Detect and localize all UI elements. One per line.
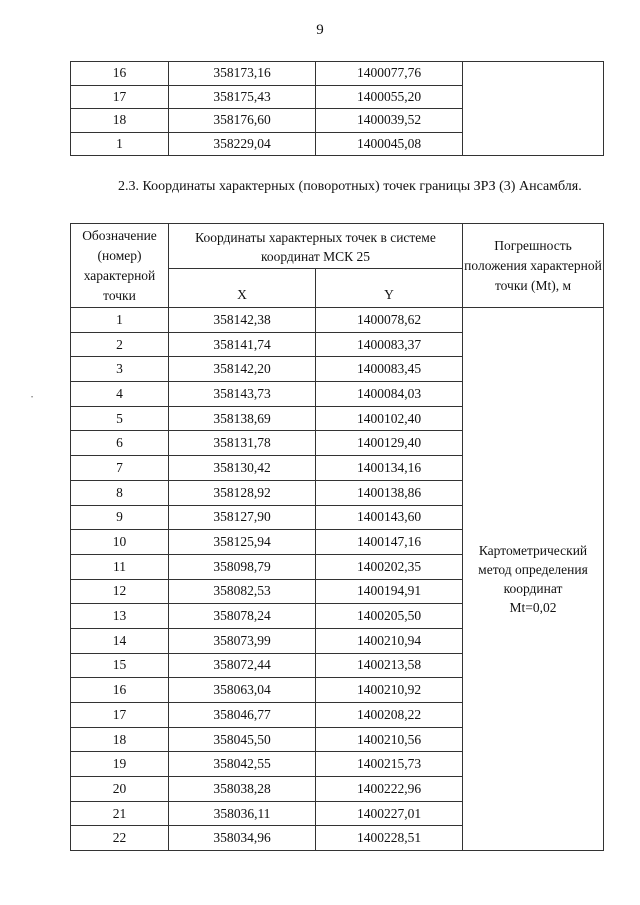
coord-x: 358128,92	[169, 480, 316, 505]
section-heading: 2.3. Координаты характерных (поворотных) точек границы ЗРЗ (3) Ансамбля.	[118, 179, 582, 194]
coord-y: 1400208,22	[316, 703, 463, 728]
coord-y: 1400228,51	[316, 826, 463, 851]
coord-x: 358142,38	[169, 308, 316, 333]
continuation-table	[70, 61, 604, 156]
point-number: 3	[71, 357, 169, 382]
point-number: 11	[71, 554, 169, 579]
coord-y: 1400227,01	[316, 801, 463, 826]
coord-y: 1400210,94	[316, 628, 463, 653]
coord-x: 358042,55	[169, 752, 316, 777]
scan-mark: •	[31, 395, 34, 401]
coord-y: 1400083,45	[316, 357, 463, 382]
coord-y: 1400213,58	[316, 653, 463, 678]
coord-x: 358131,78	[169, 431, 316, 456]
coord-x: 358138,69	[169, 406, 316, 431]
point-number: 10	[71, 530, 169, 555]
point-number: 1	[71, 132, 169, 156]
table-row	[71, 308, 604, 333]
point-number: 9	[71, 505, 169, 530]
coord-y: 1400147,16	[316, 530, 463, 555]
method-accuracy: Mt=0,02	[509, 600, 557, 616]
coord-x: 358173,16	[169, 62, 316, 86]
header-x: X	[169, 269, 316, 308]
page-number: 9	[316, 22, 324, 38]
method-note	[463, 308, 604, 851]
coord-y: 1400077,76	[316, 62, 463, 86]
coord-x: 358143,73	[169, 382, 316, 407]
coord-x: 358142,20	[169, 357, 316, 382]
coord-y: 1400102,40	[316, 406, 463, 431]
coord-x: 358130,42	[169, 456, 316, 481]
point-number: 7	[71, 456, 169, 481]
coord-x: 358127,90	[169, 505, 316, 530]
point-number: 6	[71, 431, 169, 456]
point-number: 16	[71, 62, 169, 86]
header-error: Погрешность положения характерной точки (Mt), м	[463, 224, 604, 308]
coord-x: 358072,44	[169, 653, 316, 678]
coord-x: 358045,50	[169, 727, 316, 752]
point-number: 22	[71, 826, 169, 851]
coord-y: 1400215,73	[316, 752, 463, 777]
coord-x: 358036,11	[169, 801, 316, 826]
header-coordinates: Координаты характерных точек в системе координат МСК 25	[169, 224, 463, 269]
coord-y: 1400138,86	[316, 480, 463, 505]
coord-x: 358034,96	[169, 826, 316, 851]
point-number: 15	[71, 653, 169, 678]
coord-x: 358038,28	[169, 777, 316, 802]
coord-y: 1400222,96	[316, 777, 463, 802]
header-y: Y	[316, 269, 463, 308]
coord-y: 1400083,37	[316, 332, 463, 357]
error-cell-empty	[463, 62, 604, 156]
header-designation: Обозначение (номер) характерной точки	[71, 224, 169, 308]
coord-y: 1400202,35	[316, 554, 463, 579]
point-number: 1	[71, 308, 169, 333]
coord-y: 1400194,91	[316, 579, 463, 604]
table-row	[71, 62, 604, 86]
coord-x: 358063,04	[169, 678, 316, 703]
coord-y: 1400210,56	[316, 727, 463, 752]
point-number: 5	[71, 406, 169, 431]
method-description: Картометрический метод определения координат	[478, 543, 588, 597]
point-number: 17	[71, 703, 169, 728]
point-number: 21	[71, 801, 169, 826]
point-number: 16	[71, 678, 169, 703]
point-number: 8	[71, 480, 169, 505]
coord-y: 1400084,03	[316, 382, 463, 407]
coord-x: 358176,60	[169, 109, 316, 133]
coord-y: 1400045,08	[316, 132, 463, 156]
coord-y: 1400039,52	[316, 109, 463, 133]
point-number: 19	[71, 752, 169, 777]
coord-y: 1400055,20	[316, 85, 463, 109]
point-number: 4	[71, 382, 169, 407]
coord-y: 1400078,62	[316, 308, 463, 333]
coord-x: 358046,77	[169, 703, 316, 728]
point-number: 13	[71, 604, 169, 629]
point-number: 18	[71, 109, 169, 133]
point-number: 20	[71, 777, 169, 802]
coord-x: 358175,43	[169, 85, 316, 109]
coord-x: 358141,74	[169, 332, 316, 357]
point-number: 17	[71, 85, 169, 109]
coord-x: 358098,79	[169, 554, 316, 579]
coord-x: 358229,04	[169, 132, 316, 156]
point-number: 14	[71, 628, 169, 653]
coord-y: 1400210,92	[316, 678, 463, 703]
coord-y: 1400205,50	[316, 604, 463, 629]
point-number: 12	[71, 579, 169, 604]
point-number: 2	[71, 332, 169, 357]
coord-y: 1400143,60	[316, 505, 463, 530]
point-number: 18	[71, 727, 169, 752]
coord-y: 1400134,16	[316, 456, 463, 481]
coord-x: 358125,94	[169, 530, 316, 555]
coord-x: 358073,99	[169, 628, 316, 653]
coord-y: 1400129,40	[316, 431, 463, 456]
coord-x: 358078,24	[169, 604, 316, 629]
coordinates-table	[70, 223, 604, 851]
coord-x: 358082,53	[169, 579, 316, 604]
